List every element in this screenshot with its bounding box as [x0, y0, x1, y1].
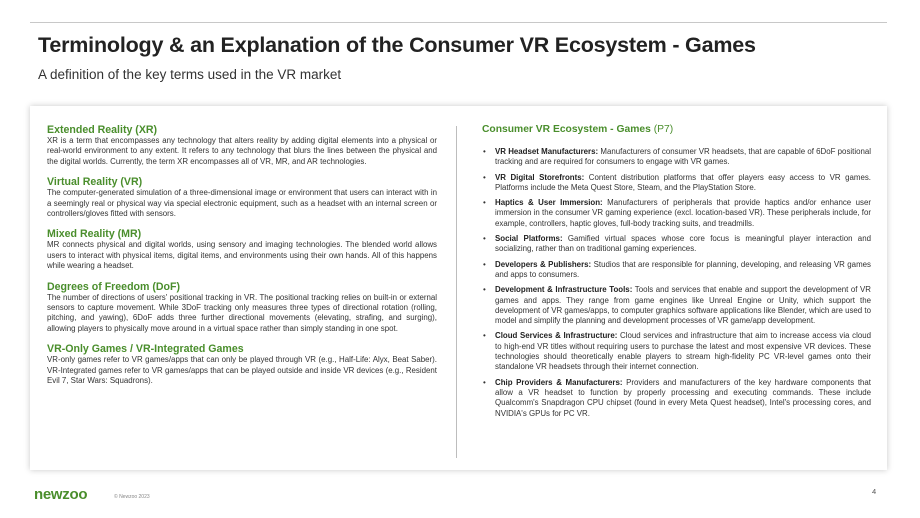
content-panel — [30, 106, 887, 470]
list-item — [482, 198, 871, 229]
item-term: Developers & Publishers: — [495, 259, 592, 269]
item-term: Cloud Services & Infrastructure: — [495, 331, 618, 341]
item-text: Content distribution platforms that offer players easy access to VR games. Platforms include the Meta Quest Store, Steam, and the PlayStation Store. — [495, 172, 871, 192]
list-item — [482, 331, 871, 372]
definition-title: Virtual Reality (VR) — [47, 176, 143, 189]
list-item — [482, 260, 871, 281]
definition-body: The computer-generated simulation of a three-dimensional image or environment that users can interact with in a seemingly real or physical way via special electronic equipment, such as a headset with an internal screen or controllers/gloves fitted with sensors. — [47, 188, 437, 219]
item-term: Development & Infrastructure Tools: — [495, 285, 633, 295]
page-number: 4 — [872, 487, 877, 496]
item-term: Social Platforms: — [495, 234, 563, 244]
definition-title: VR-Only Games / VR-Integrated Games — [47, 343, 244, 356]
page-reference: (P7) — [653, 124, 674, 135]
ecosystem-list — [482, 147, 871, 419]
item-text: Studios that are responsible for planning, developing, and releasing VR games and apps to consumers. — [495, 259, 871, 279]
item-text: Providers and manufacturers of the key hardware components that allow a VR headset to function by properly processing and executing commands. These include Qualcomm's Snapdragon CPU chipset (found in every Meta Quest headset), Intel's processing cores, and NVIDIA's GPUs for PC VR. — [495, 377, 871, 418]
definition-vr — [47, 176, 437, 219]
bullet-icon: • — [483, 331, 486, 341]
definition-body: XR is a term that encompasses any technology that alters reality by adding digital elements into a physical or real-world environment to any extent. It refers to any technology that blurs the lines between the physical and the digital worlds. Currently, the term XR encompasses all of VR, MR, and AR technologies. — [47, 136, 437, 166]
bullet-icon: • — [483, 147, 486, 156]
definitions-column — [47, 124, 437, 396]
ecosystem-column — [482, 124, 871, 424]
page-title: Terminology & an Explanation of the Consumer VR Ecosystem - Games — [38, 33, 756, 57]
bullet-icon: • — [483, 172, 486, 182]
item-term: VR Headset Manufacturers: — [495, 147, 599, 156]
definition-vr-only-games — [47, 343, 437, 386]
list-item — [482, 234, 871, 255]
item-text: Tools and services that enable and support the development of VR games and apps. They range from game engines like Unreal Engine or Unity, which support the development of VR games/apps, to computer graphics software applications like Blender, which are used to model and simplify the planning and development processes of VR game/app development. — [495, 285, 871, 326]
bullet-icon: • — [483, 234, 486, 244]
ecosystem-title — [482, 124, 871, 136]
definition-xr — [47, 124, 437, 167]
list-item — [482, 285, 871, 326]
item-text: Cloud services and infrastructure that aim to increase access via cloud to high-end VR titles without requiring users to purchase the latest and most expensive VR devices. These technologies should theoretically enable players to stream high-fidelity PC VR-level games onto their standalone VR headsets through their internet connection. — [495, 331, 871, 372]
item-text: Manufacturers of consumer VR headsets, that are capable of 6DoF positional tracking and are required for consumers to engage with VR games. — [495, 147, 872, 167]
item-term: Haptics & User Immersion: — [495, 198, 603, 208]
definition-body: MR connects physical and digital worlds, using sensory and imaging technologies. The blended world allows users to interact with physical items, digital items, and environments using their own hands. All of this happens while wearing a headset. — [47, 240, 437, 271]
list-item — [482, 173, 871, 194]
bullet-icon: • — [483, 285, 486, 295]
definition-title: Degrees of Freedom (DoF) — [47, 280, 181, 293]
ecosystem-title-text: Consumer VR Ecosystem - Games — [482, 124, 651, 135]
bullet-icon: • — [483, 198, 486, 208]
definition-title: Mixed Reality (MR) — [47, 228, 142, 241]
item-term: VR Digital Storefronts: — [495, 172, 585, 182]
definition-mr — [47, 228, 437, 271]
definition-body: VR-only games refer to VR games/apps that can only be played through VR (e.g., Half-Life: Alyx, Beat Saber). VR-Integrated games refer to VR games/apps that can be played outside and inside VR devices (e.g., Resident Evil 7, Star Wars: Squadrons). — [47, 355, 437, 386]
item-term: Chip Providers & Manufacturers: — [495, 377, 623, 387]
page-subtitle: A definition of the key terms used in the VR market — [38, 67, 342, 82]
list-item — [482, 378, 871, 419]
newzoo-logo: newzoo — [34, 486, 88, 503]
item-text: Manufacturers of peripherals that provide haptics and/or enhance user immersion in the consumer VR gaming experience (excl. location-based VR). These peripherals include, for example, controllers, haptic gloves, full-body tracking suits, and treadmills. — [495, 198, 871, 228]
item-text: Gamified virtual spaces whose core focus is meaningful player interaction and socializing, rather than on traditional gaming experiences. — [495, 234, 871, 254]
definition-dof — [47, 281, 437, 335]
list-item — [482, 147, 871, 168]
column-divider — [456, 126, 457, 458]
definition-body: The number of directions of users' positional tracking in VR. The positional tracking relies on built-in or external sensors to capture movement. While 3DoF tracking only measures three types of directional rotation (rolling, pitching, and yawing), 6DoF adds three further directional movements (elevating, strafing, and surging), allowing players to physically move around in a virtual space rather than simply standing in one spot. — [47, 292, 437, 333]
bullet-icon: • — [483, 259, 486, 269]
top-divider-line — [30, 22, 887, 23]
definition-title: Extended Reality (XR) — [47, 124, 158, 136]
bullet-icon: • — [483, 377, 486, 387]
copyright-text: © Newzoo 2023 — [114, 494, 150, 500]
